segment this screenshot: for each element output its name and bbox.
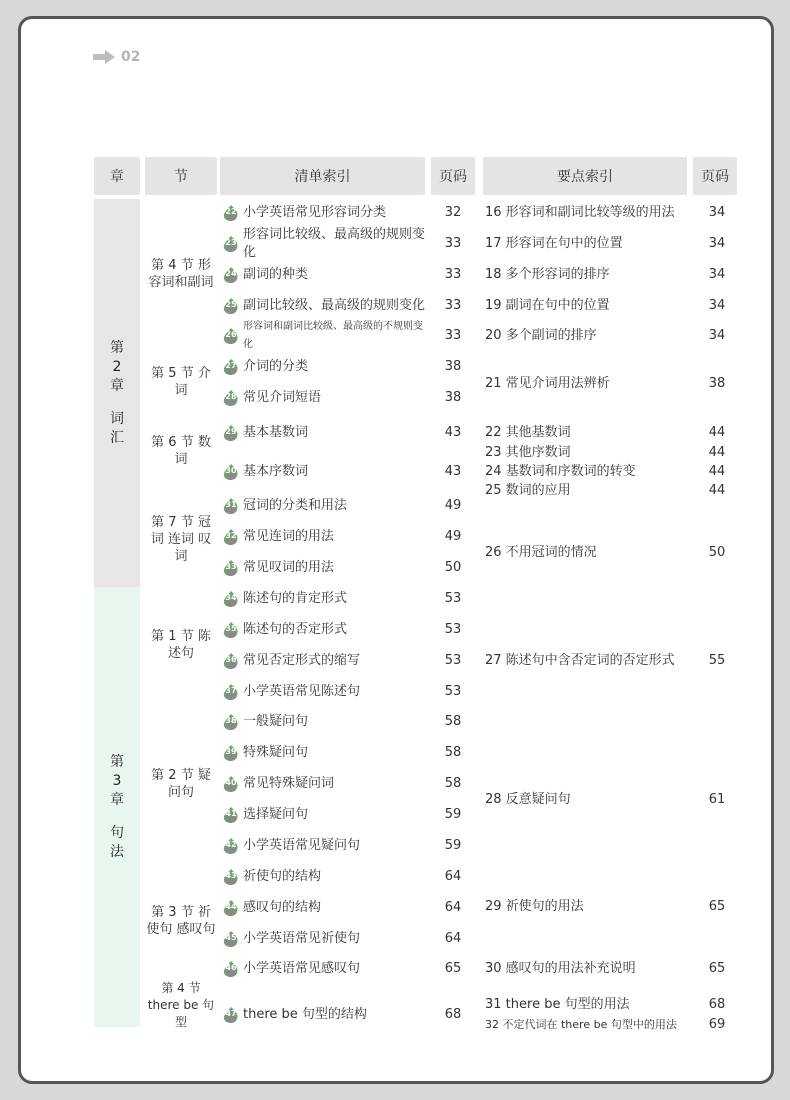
item-page: 64 [444, 900, 462, 915]
section-4-adjective-adverb: 第 4 节 形容词和副词 [148, 258, 214, 290]
number-badge-icon [222, 235, 240, 253]
number-badge-icon [222, 930, 240, 948]
item-title: 陈述句的否定形式 [243, 622, 348, 637]
key-point: 25 数词的应用 [485, 483, 571, 498]
list-item [222, 954, 432, 984]
item-number: 34 [225, 593, 237, 602]
key-point: 29 祈使句的用法 [485, 899, 584, 914]
item-page: 65 [444, 961, 462, 976]
number-badge-icon [222, 204, 240, 222]
key-point-page: 44 [708, 483, 726, 498]
key-point: 22 其他基数词 [485, 425, 571, 440]
number-badge-icon [222, 899, 240, 917]
item-number: 25 [225, 300, 237, 309]
number-badge-icon [222, 463, 240, 481]
item-page: 59 [444, 838, 462, 853]
key-point: 28 反意疑问句 [485, 792, 571, 807]
item-title: 常见连词的用法 [243, 529, 335, 544]
header-list-index: 清单索引 [220, 157, 425, 195]
item-number: 40 [225, 778, 237, 787]
item-title: 小学英语常见形容词分类 [243, 205, 387, 220]
key-point: 23 其他序数词 [485, 445, 571, 460]
item-number: 33 [225, 562, 237, 571]
key-point-page: 61 [708, 792, 726, 807]
item-page: 33 [444, 328, 462, 343]
list-item [222, 522, 432, 552]
list-item [222, 491, 432, 521]
item-number: 24 [225, 269, 237, 278]
item-page: 49 [444, 529, 462, 544]
key-point: 27 陈述句中含否定词的否定形式 [485, 653, 675, 668]
number-badge-icon [222, 744, 240, 762]
item-title: 形容词和副词比较级、最高级的不规则变化 [243, 321, 423, 350]
item-title: 常见叹词的用法 [243, 560, 335, 575]
section-7-article-conjunction: 第 7 节 冠词 连词 叹词 [150, 514, 212, 564]
number-badge-icon [222, 621, 240, 639]
item-page: 53 [444, 653, 462, 668]
item-title: 常见特殊疑问词 [243, 776, 335, 791]
item-number: 42 [225, 840, 237, 849]
key-point-page: 34 [708, 267, 726, 282]
item-title: 感叹句的结构 [243, 900, 322, 915]
item-title: there be 句型的结构 [243, 1007, 367, 1022]
section-3-imperative-exclamatory: 第 3 节 祈使句 感叹句 [146, 905, 216, 937]
item-number: 41 [225, 809, 237, 818]
page [18, 16, 774, 1084]
number-badge-icon [222, 683, 240, 701]
list-item [222, 893, 432, 923]
item-title: 祈使句的结构 [243, 869, 322, 884]
key-point-page: 65 [708, 899, 726, 914]
item-title: 小学英语常见疑问句 [243, 838, 361, 853]
item-number: 29 [225, 427, 237, 436]
list-item [222, 707, 432, 737]
key-point-page: 34 [708, 298, 726, 313]
key-point-page: 69 [708, 1017, 726, 1032]
number-badge-icon [222, 389, 240, 407]
item-number: 31 [225, 500, 237, 509]
list-item [222, 553, 432, 583]
item-number: 39 [225, 747, 237, 756]
item-title: 陈述句的肯定形式 [243, 591, 348, 606]
item-page: 38 [444, 390, 462, 405]
page-number-text: 02 [121, 49, 141, 65]
number-badge-icon [222, 590, 240, 608]
item-page: 33 [444, 267, 462, 282]
key-point-page: 34 [708, 205, 726, 220]
item-page: 58 [444, 745, 462, 760]
item-page: 50 [444, 560, 462, 575]
item-page: 68 [444, 1007, 462, 1022]
key-point: 30 感叹句的用法补充说明 [485, 961, 636, 976]
item-number: 27 [225, 361, 237, 370]
item-number: 46 [225, 963, 237, 972]
header-key-index: 要点索引 [483, 157, 687, 195]
item-title: 基本序数词 [243, 464, 309, 479]
item-page: 43 [444, 464, 462, 479]
key-point: 26 不用冠词的情况 [485, 545, 597, 560]
item-page: 64 [444, 931, 462, 946]
list-item [222, 198, 432, 228]
number-badge-icon [222, 806, 240, 824]
key-point-page: 55 [708, 653, 726, 668]
item-page: 64 [444, 869, 462, 884]
list-item [222, 646, 432, 676]
key-point-page: 44 [708, 425, 726, 440]
item-number: 43 [225, 871, 237, 880]
number-badge-icon [222, 960, 240, 978]
key-point: 21 常见介词用法辨析 [485, 376, 610, 391]
item-page: 53 [444, 591, 462, 606]
item-number: 35 [225, 624, 237, 633]
key-point-page: 38 [708, 376, 726, 391]
chapter-3 [94, 587, 140, 1027]
item-title: 一般疑问句 [243, 714, 309, 729]
number-badge-icon [222, 775, 240, 793]
item-page: 49 [444, 498, 462, 513]
number-badge-icon [222, 424, 240, 442]
list-item [222, 924, 432, 954]
key-point: 17 形容词在句中的位置 [485, 236, 623, 251]
item-title: 介词的分类 [243, 359, 309, 374]
section-1-declarative: 第 1 节 陈述句 [151, 629, 211, 661]
item-title: 选择疑问句 [243, 807, 309, 822]
key-point-page: 68 [708, 997, 726, 1012]
key-point-page: 44 [708, 445, 726, 460]
item-page: 32 [444, 205, 462, 220]
key-point: 24 基数词和序数词的转变 [485, 464, 636, 479]
list-item [222, 862, 432, 892]
item-title: 小学英语常见感叹句 [243, 961, 361, 976]
list-item [222, 352, 432, 382]
key-point: 31 there be 句型的用法 [485, 997, 630, 1012]
item-number: 30 [225, 466, 237, 475]
item-title: 特殊疑问句 [243, 745, 309, 760]
item-title: 冠词的分类和用法 [243, 498, 348, 513]
list-item [222, 831, 432, 861]
list-item [222, 769, 432, 799]
header-chapter: 章 [94, 157, 140, 195]
list-item [222, 260, 432, 290]
number-badge-icon [222, 358, 240, 376]
number-badge-icon [222, 497, 240, 515]
item-page: 33 [444, 298, 462, 313]
section-2-interrogative: 第 2 节 疑问句 [151, 768, 211, 800]
list-item [222, 1000, 432, 1030]
key-point-page: 34 [708, 236, 726, 251]
key-point-page: 34 [708, 328, 726, 343]
number-badge-icon [222, 266, 240, 284]
item-number: 36 [225, 655, 237, 664]
list-item [222, 800, 432, 830]
chapter-name: 词汇 [110, 410, 124, 446]
item-page: 58 [444, 776, 462, 791]
item-number: 22 [225, 207, 237, 216]
key-point: 18 多个形容词的排序 [485, 267, 610, 282]
list-item [222, 291, 432, 321]
item-number: 44 [225, 902, 237, 911]
item-page: 59 [444, 807, 462, 822]
list-item [222, 229, 432, 259]
header-section: 节 [145, 157, 217, 195]
list-item [222, 584, 432, 614]
list-item [222, 677, 432, 707]
chapter-label: 第3章 [110, 753, 124, 808]
key-point-page: 65 [708, 961, 726, 976]
item-title: 小学英语常见祈使句 [243, 931, 361, 946]
key-point-page: 44 [708, 464, 726, 479]
item-number: 45 [225, 933, 237, 942]
item-number: 28 [225, 392, 237, 401]
key-point: 16 形容词和副词比较等级的用法 [485, 205, 675, 220]
list-item [222, 457, 432, 487]
number-badge-icon [222, 1006, 240, 1024]
header-page: 页码 [431, 157, 475, 195]
number-badge-icon [222, 713, 240, 731]
number-badge-icon [222, 297, 240, 315]
key-point-page: 50 [708, 545, 726, 560]
number-badge-icon [222, 868, 240, 886]
chapter-2 [94, 199, 140, 587]
item-number: 38 [225, 716, 237, 725]
item-page: 33 [444, 236, 462, 251]
page-number [93, 49, 140, 65]
item-title: 小学英语常见陈述句 [243, 684, 361, 699]
item-number: 47 [225, 1009, 237, 1018]
item-page: 43 [444, 425, 462, 440]
list-item [222, 383, 432, 413]
list-item [222, 418, 432, 448]
header-key-page: 页码 [693, 157, 737, 195]
item-title: 常见否定形式的缩写 [243, 653, 361, 668]
section-5-preposition: 第 5 节 介词 [151, 366, 211, 398]
item-number: 23 [225, 238, 237, 247]
section-4-there-be: 第 4 节 there be 句型 [147, 980, 215, 1029]
list-item [222, 321, 432, 351]
key-point: 19 副词在句中的位置 [485, 298, 610, 313]
section-6-numeral: 第 6 节 数词 [151, 435, 211, 467]
item-title: 副词的种类 [243, 267, 309, 282]
number-badge-icon [222, 327, 240, 345]
item-page: 58 [444, 714, 462, 729]
chapter-label: 第2章 [110, 339, 124, 394]
number-badge-icon [222, 528, 240, 546]
key-point: 32 不定代词在 there be 句型中的用法 [485, 1018, 677, 1031]
number-badge-icon [222, 652, 240, 670]
number-badge-icon [222, 837, 240, 855]
chapter-name: 句法 [110, 824, 124, 860]
item-page: 53 [444, 622, 462, 637]
arrow-icon [93, 50, 115, 64]
list-item [222, 615, 432, 645]
key-point: 20 多个副词的排序 [485, 328, 597, 343]
item-number: 37 [225, 686, 237, 695]
list-item [222, 738, 432, 768]
item-title: 形容词比较级、最高级的规则变化 [243, 227, 426, 260]
number-badge-icon [222, 559, 240, 577]
item-title: 常见介词短语 [243, 390, 322, 405]
item-number: 32 [225, 531, 237, 540]
item-page: 53 [444, 684, 462, 699]
item-title: 副词比较级、最高级的规则变化 [243, 298, 426, 313]
item-title: 基本基数词 [243, 425, 309, 440]
item-number: 26 [225, 330, 237, 339]
item-page: 38 [444, 359, 462, 374]
